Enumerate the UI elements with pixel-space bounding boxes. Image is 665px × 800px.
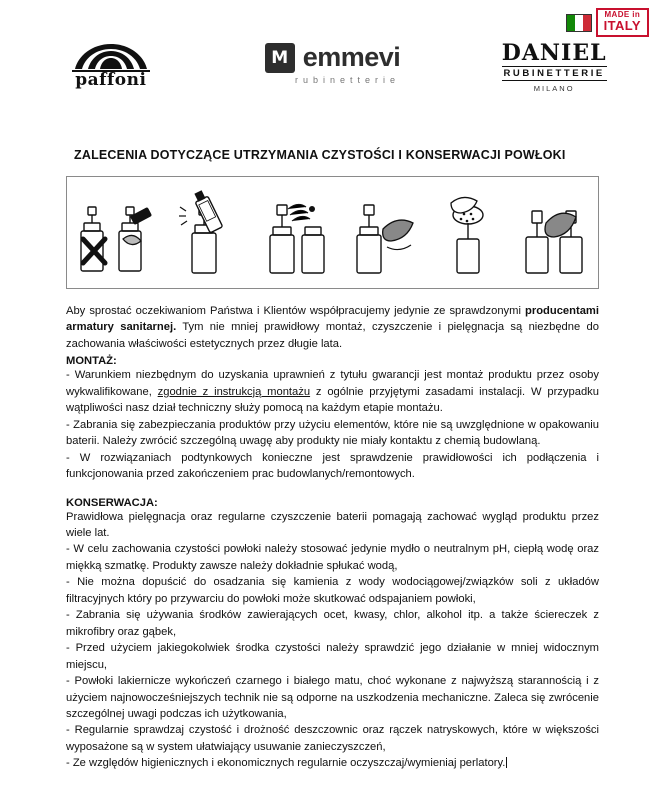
konserwacja-item-4: - Przed użyciem jakiegokolwiek środka czystości należy sprawdzić jego działanie w mniej widocznym miejscu,	[66, 642, 599, 671]
emmevi-wordmark: emmevi	[302, 42, 401, 72]
konserwacja-item-7	[66, 755, 599, 771]
konserwacja-item-7-text: - Ze względów higienicznych i ekonomicznych regularnie oczyszczaj/wymieniaj perlatory.	[66, 757, 506, 770]
intro-part1: Aby sprostać oczekiwaniom Państwa i Klientów współpracujemy jedynie ze sprawdzonymi	[66, 305, 526, 317]
faucet-rinse-with-water-icon	[254, 185, 334, 281]
konserwacja-item-3: - Zabrania się używania środków zawierających ocet, kwasy, chlor, alkohol itp. a także ściereczek z mikrofibry oraz gąbek,	[66, 609, 599, 638]
italian-flag-icon	[566, 14, 592, 32]
montaz-item-3: - W rozwiązaniach podtynkowych konieczne jest sprawdzenie prawidłowości ich podłączenia i funkcjonowania przed zakończeniem prac budowlanych/remontowych.	[66, 451, 599, 481]
logo-paffoni	[0, 42, 222, 90]
cleaning-instructions-pictograms	[66, 176, 599, 289]
faucet-dry-with-cloth-icon	[512, 185, 594, 281]
logo-daniel	[443, 42, 665, 96]
page-title: ZALECENIA DOTYCZĄCE UTRZYMANIA CZYSTOŚCI I KONSERWACJI POWŁOKI	[74, 148, 566, 162]
konserwacja-item-2: - Nie można dopuścić do osadzania się kamienia z wody wodociągowej/związków soli z układów filtracyjnych który po przywarciu do powłoki może skutkować odspajaniem powłoki,	[66, 576, 599, 605]
italy-label: ITALY	[603, 18, 641, 34]
shower-head-descale-icon	[433, 185, 503, 281]
made-in-italy-box	[596, 8, 649, 37]
montaz-underlined-fragment: zgodnie z instrukcją montażu	[157, 385, 311, 398]
section-konserwacja-label: KONSERWACJA:	[66, 496, 158, 509]
paffoni-fan-icon	[72, 42, 150, 72]
document-header	[0, 0, 665, 120]
brand-logo-row	[0, 42, 665, 96]
emmevi-m-icon: M	[265, 43, 295, 73]
konserwacja-item-5: - Powłoki lakiernicze wykończeń czarnego i białego matu, choć wykonane z najwyższą starannością i z użyciem najnowocześniejszych technik nie są odporne na uszkodzenia mechaniczne. Zaleca się zwrócenie szczególnej uwagi podczas ich użytkowania,	[66, 675, 599, 720]
made-in-label: MADE in	[604, 10, 641, 19]
section-spacer	[66, 483, 599, 494]
daniel-subtitle: RUBINETTERIE	[503, 68, 605, 79]
konserwacja-lead: Prawidłowa pielęgnacja oraz regularne czyszczenie baterii pomagają zachować wygląd produktu przez wiele lat.	[66, 510, 599, 539]
faucet-wipe-with-soft-cloth-icon	[343, 185, 425, 281]
daniel-wordmark: DANIEL	[501, 40, 607, 66]
intro-bold: producentami armatury sanitarnej.	[66, 305, 599, 334]
daniel-city: MILANO	[533, 84, 575, 93]
faucet-no-spray-cleaner-icon	[174, 185, 246, 281]
section-montaz-label: MONTAŻ:	[66, 355, 117, 368]
logo-emmevi	[222, 42, 444, 88]
montaz-item-1: - Warunkiem niezbędnym do uzyskania uprawnień z tytułu gwarancji jest montaż produktu przez osoby wykwalifikowane, zgodnie z instrukcją montażu z ogólnie przyjętymi zasadami instalacji. W przypadku wątpliwości nasz dział techniczny służy pomocą na każdym etapie montażu.	[66, 369, 599, 415]
konserwacja-item-1: - W celu zachowania czystości powłoki należy stosować jedynie mydło o neutralnym pH, ciepłą wodę oraz miękką szmatkę. Produkty zawsze należy dokładnie spłukać wodą,	[66, 543, 599, 572]
text-cursor	[506, 757, 507, 768]
konserwacja-item-6: - Regularnie sprawdzaj czystość i drożność deszczownic oraz rączek natryskowych, które w większości wyposażone są w system ułatwiający usuwanie zanieczyszczeń,	[66, 724, 599, 753]
intro-part2: Tym nie mniej prawidłowy montaż, czyszczenie i pielęgnacja są niezbędne do zachowania właściwości estetycznych przez długie lata.	[66, 321, 599, 350]
emmevi-subtitle: rubinetterie	[294, 75, 401, 85]
faucet-no-abrasive-pad-icon	[71, 185, 165, 281]
montaz-item-2: - Zabrania się zabezpieczania produktów przy użyciu elementów, które nie są uwzględnione w opakowaniu baterii. Należy zwrócić szczególną uwagę aby produkty nie miały kontaktu z chemią budowlaną.	[66, 418, 599, 448]
document-body	[0, 124, 665, 800]
made-in-italy-badge	[566, 8, 649, 37]
intro-paragraph	[66, 303, 599, 352]
paffoni-wordmark: paffoni	[75, 70, 147, 90]
